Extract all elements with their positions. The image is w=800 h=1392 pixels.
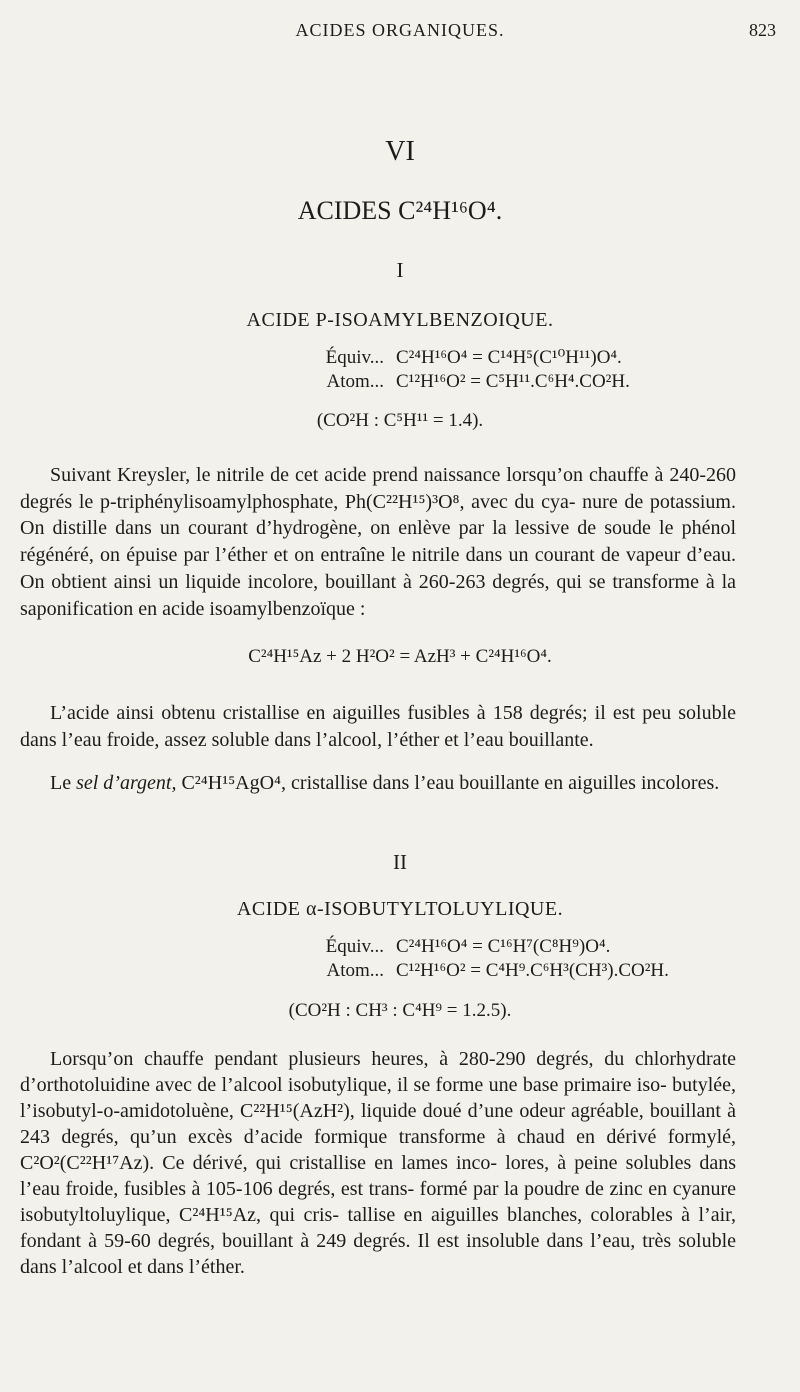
acid2-paragraph [20,1046,736,1280]
text-line: nitrile dans un courant de vapeur d’eau. On obtient ainsi un liquide incolore, [20,544,737,593]
acid1-paragraph-3 [20,770,736,797]
text-line: incolores. [640,772,720,794]
page-header [0,20,800,50]
text-line: Lorsqu’on chauffe pendant plusieurs heures, à 280-290 degrés, du chlorhydrate [50,1048,736,1070]
equiv-row [272,935,669,959]
acid1-equation: C²⁴H¹⁵Az + 2 H²O² = AzH³ + C²⁴H¹⁶O⁴. [248,646,552,667]
bleed-through-text [40,60,770,86]
text-line: nure de potassium. On distille dans un courant d’hydrogène, on enlève par la [20,490,736,540]
equiv-label: Équiv... [325,347,384,368]
page-number: 823 [749,20,776,40]
equiv-label: Équiv... [325,936,384,957]
text-line: soluble dans l’eau froide, assez soluble dans l’alcool, l’éther et l’eau bouillante. [20,702,737,751]
acid1-ratio: (CO²H : C⁵H¹¹ = 1.4). [316,410,484,431]
text-line: Suivant Kreysler, le nitrile de cet acide prend naissance lorsqu’on chauffe [50,464,649,486]
acid2-ratio: (CO²H : CH³ : C⁴H⁹ = 1.2.5). [288,1000,512,1021]
acid1-paragraph-2 [20,700,736,753]
atom-label: Atom... [326,960,384,981]
equiv-formula: C²⁴H¹⁶O⁴ = C¹⁴H⁵(C¹⁰H¹¹)O⁴. [396,347,622,368]
text-line: butylée, l’isobutyl-o-amidotoluène, C²²H¹⁵(AzH²), liquide doué d’une odeur [20,1074,737,1122]
text-line: à 249 degrés. Il est insoluble dans l’eau, très soluble dans l’alcool et dans l’éther. [20,1230,737,1278]
text-line: isoamylbenzoïque : [209,597,366,620]
text-line: L’acide ainsi obtenu cristallise en aiguilles fusibles à 158 degrés; il est peu [50,702,672,724]
text-fragment: Le [50,772,77,794]
text-line: à 240-260 degrés le p-triphénylisoamylphosphate, Ph(C²²H¹⁵)³O⁸, avec du cya- [20,464,736,513]
text-line: lores, à peine solubles dans l’eau froide, fusibles à 105-106 degrés, est trans- [20,1152,737,1200]
section-title: ACIDES C²⁴H¹⁶O⁴. [297,196,503,225]
atom-label: Atom... [326,371,384,392]
text-line: d’orthotoluidine avec de l’alcool isobutylique, il se forme une base primaire iso- [20,1074,667,1096]
text-line: tallise en aiguilles blanches, colorables à l’air, fondant à 59-60 degrés, bouillant [20,1204,736,1252]
section-numeral: VI [385,136,415,167]
acid2-formulas [272,935,669,983]
atom-row [272,370,630,394]
atom-formula: C¹²H¹⁶O² = C⁵H¹¹.C⁶H⁴.CO²H. [396,371,630,392]
equiv-formula: C²⁴H¹⁶O⁴ = C¹⁶H⁷(C⁸H⁹)O⁴. [396,936,611,957]
italic-term: sel d’argent, [76,772,177,794]
atom-formula: C¹²H¹⁶O² = C⁴H⁹.C⁶H³(CH³).CO²H. [396,960,669,981]
text-line: agréable, bouillant à 243 degrés, qu’un excès d’acide formique transforme à [20,1100,736,1148]
acid1-paragraph-1 [20,462,736,622]
atom-row [272,959,669,983]
equiv-row [272,346,630,370]
text-line: bouillant à 260-263 degrés, qui se transforme à la saponification en acide [20,570,737,620]
text-line: lessive de soude le phénol régénéré, on épuise par l’éther et on entraîne le [20,517,737,567]
acid1-numeral: I [396,258,404,282]
acid2-name: ACIDE α-ISOBUTYLTOLUYLIQUE. [236,898,564,920]
acid1-formulas [272,346,630,394]
acid1-name: ACIDE P-ISOAMYLBENZOIQUE. [246,309,554,331]
text-line: formé par la poudre de zinc en cyanure isobutyltoluylique, C²⁴H¹⁵Az, qui cris- [20,1178,736,1226]
acid2-numeral: II [393,850,407,874]
running-title: ACIDES ORGANIQUES. [295,20,505,40]
text-line: chaud en dérivé formylé, C²O²(C²²H¹⁷Az). Ce dérivé, qui cristallise en lames inco- [20,1126,737,1174]
text-fragment: C²⁴H¹⁵AgO⁴, cristallise dans l’eau bouillante en aiguilles [176,772,636,794]
